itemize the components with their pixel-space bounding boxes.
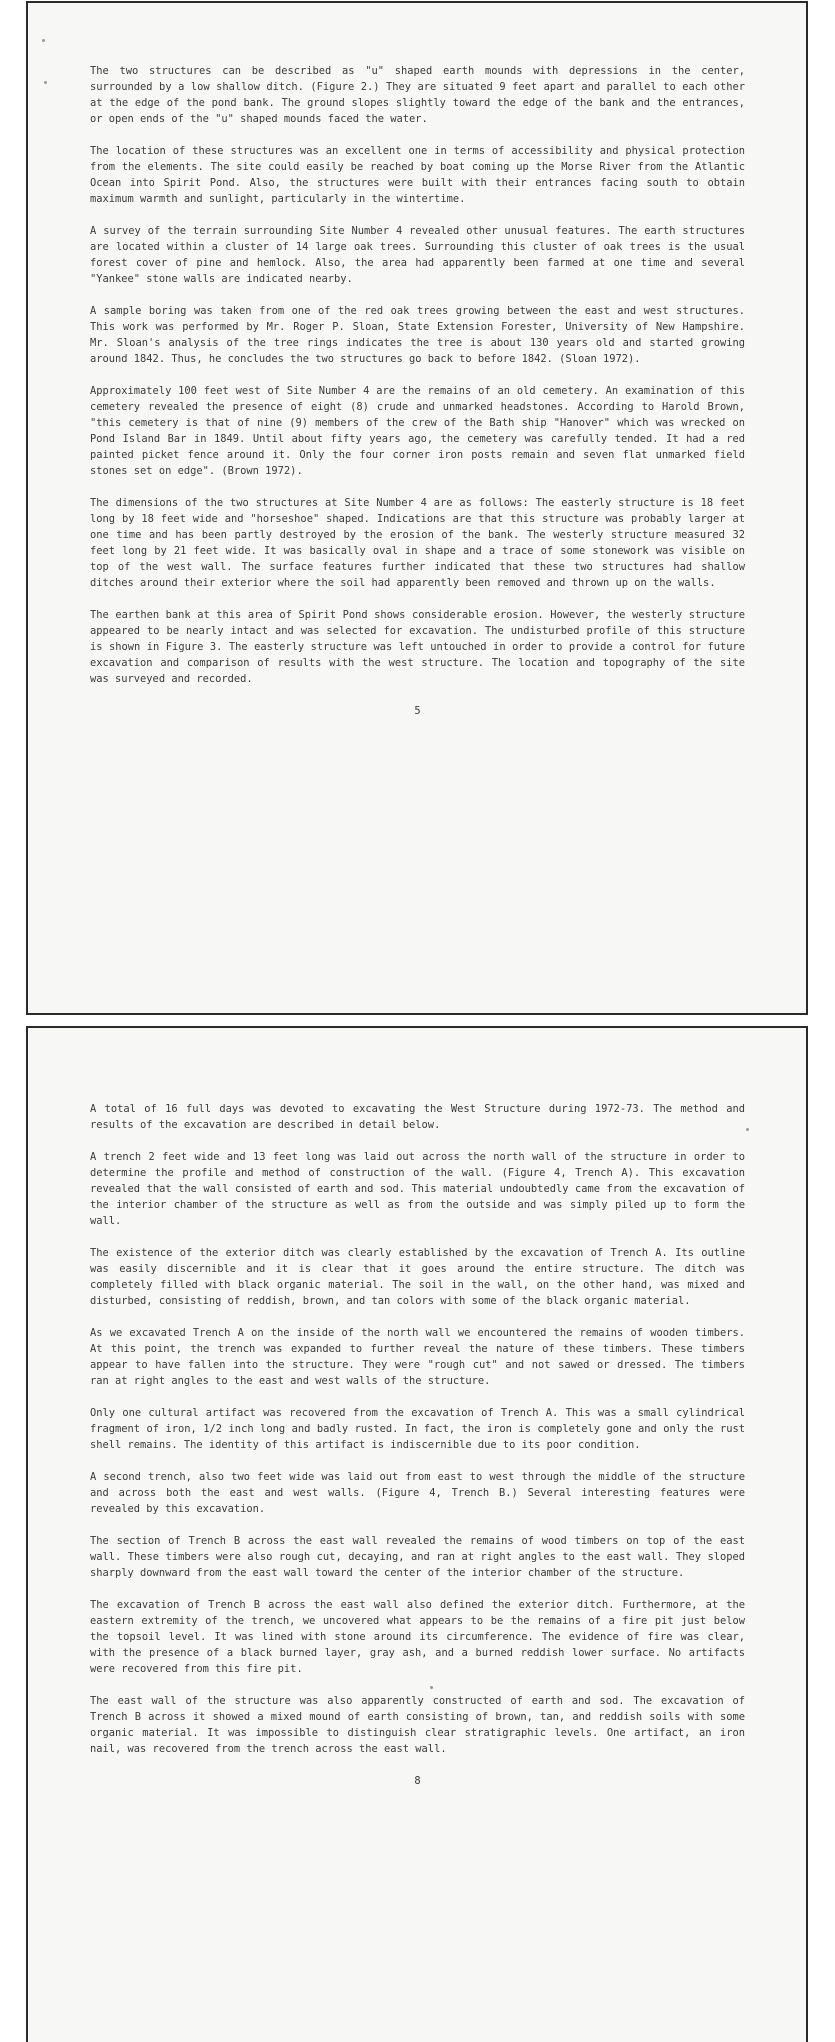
paragraph: A sample boring was taken from one of the red oak trees growing between the east and west structures. This work was performed by Mr. Roger P. Sloan, State Extension Forester, University of New Hampshire. Mr. Sloan's analysis of the tree rings indicates the tree is about 130 years old and started growing around 1842. Thus, he concludes the two structures go back to before 1842. (Sloan 1972).: [90, 305, 745, 365]
paragraph: The location of these structures was an excellent one in terms of accessibility and physical protection from the elements. The site could easily be reached by boat coming up the Morse River from the Atlantic Ocean into Spirit Pond. Also, the structures were built with their entrances facing south to obtain maximum warmth and sunlight, particularly in the wintertime.: [90, 145, 745, 205]
paragraph: As we excavated Trench A on the inside of the north wall we encountered the remains of wooden timbers. At this point, the trench was expanded to further reveal the nature of these timbers. These timbers appear to have fallen into the structure. They were "rough cut" and not sawed or dressed. The timbers ran at right angles to the east and west walls of the structure.: [90, 1327, 745, 1387]
paragraph: A second trench, also two feet wide was laid out from east to west through the middle of the structure and across both the east and west walls. (Figure 4, Trench B.) Several interesting features were revealed by this excavation.: [90, 1471, 745, 1515]
paper-speck: [746, 1128, 749, 1131]
paper-speck: [42, 39, 45, 42]
page-5-body: [90, 63, 745, 719]
document-page-5: [26, 1, 808, 1015]
paragraph: A total of 16 full days was devoted to excavating the West Structure during 1972-73. The method and results of the excavation are described in detail below.: [90, 1103, 745, 1131]
page-number: 8: [414, 1775, 421, 1787]
paragraph: Approximately 100 feet west of Site Number 4 are the remains of an old cemetery. An examination of this cemetery revealed the presence of eight (8) crude and unmarked headstones. According to Harold Brown, "this cemetery is that of nine (9) members of the crew of the Bath ship "Hanover" which was wrecked on Pond Island Bar in 1849. Until about fifty years ago, the cemetery was carefully tended. It had a red painted picket fence around it. Only the four corner iron posts remain and seven flat unmarked field stones set on edge". (Brown 1972).: [90, 385, 745, 477]
paragraph: The dimensions of the two structures at Site Number 4 are as follows: The easterly structure is 18 feet long by 18 feet wide and "horseshoe" shaped. Indications are that this structure was probably larger at one time and has been partly destroyed by the erosion of the bank. The westerly structure measured 32 feet long by 21 feet wide. It was basically oval in shape and a trace of some stonework was visible on top of the west wall. The surface features further indicated that these two structures had shallow ditches around their exterior where the soil had apparently been removed and thrown up on the walls.: [90, 497, 745, 589]
paragraph: Only one cultural artifact was recovered from the excavation of Trench A. This was a small cylindrical fragment of iron, 1/2 inch long and badly rusted. In fact, the iron is completely gone and only the rust shell remains. The identity of this artifact is indiscernible due to its poor condition.: [90, 1407, 745, 1451]
paragraph: The east wall of the structure was also apparently constructed of earth and sod. The excavation of Trench B across it showed a mixed mound of earth consisting of brown, tan, and reddish soils with some organic material. It was impossible to distinguish clear stratigraphic levels. One artifact, an iron nail, was recovered from the trench across the east wall.: [90, 1695, 745, 1755]
paragraph: The section of Trench B across the east wall revealed the remains of wood timbers on top of the east wall. These timbers were also rough cut, decaying, and ran at right angles to the east wall. They sloped sharply downward from the east wall toward the center of the interior chamber of the structure.: [90, 1535, 745, 1579]
paragraph: The existence of the exterior ditch was clearly established by the excavation of Trench A. Its outline was easily discernible and it is clear that it goes around the entire structure. The ditch was completely filled with black organic material. The soil in the wall, on the other hand, was mixed and disturbed, consisting of reddish, brown, and tan colors with some of the black organic material.: [90, 1247, 745, 1307]
page-number: 5: [414, 705, 421, 717]
paragraph: The excavation of Trench B across the east wall also defined the exterior ditch. Furthermore, at the eastern extremity of the trench, we uncovered what appears to be the remains of a fire pit just below the topsoil level. It was lined with stone around its circumference. The evidence of fire was clear, with the presence of a black burned layer, gray ash, and a burned reddish lower surface. No artifacts were recovered from this fire pit.: [90, 1599, 745, 1675]
paragraph: A trench 2 feet wide and 13 feet long was laid out across the north wall of the structure in order to determine the profile and method of construction of the wall. (Figure 4, Trench A). This excavation revealed that the wall consisted of earth and sod. This material undoubtedly came from the excavation of the interior chamber of the structure as well as from the outside and was simply piled up to form the wall.: [90, 1151, 745, 1227]
paragraph: The two structures can be described as "u" shaped earth mounds with depressions in the center, surrounded by a low shallow ditch. (Figure 2.) They are situated 9 feet apart and parallel to each other at the edge of the pond bank. The ground slopes slightly toward the edge of the bank and the entrances, or open ends of the "u" shaped mounds faced the water.: [90, 65, 745, 125]
page-8-body: [90, 1101, 745, 1789]
document-page-8: [26, 1026, 808, 2042]
paper-speck: [44, 81, 47, 84]
paragraph: The earthen bank at this area of Spirit Pond shows considerable erosion. However, the westerly structure appeared to be nearly intact and was selected for excavation. The undisturbed profile of this structure is shown in Figure 3. The easterly structure was left untouched in order to provide a control for future excavation and comparison of results with the west structure. The location and topography of the site was surveyed and recorded.: [90, 609, 745, 685]
paragraph: A survey of the terrain surrounding Site Number 4 revealed other unusual features. The earth structures are located within a cluster of 14 large oak trees. Surrounding this cluster of oak trees is the usual forest cover of pine and hemlock. Also, the area had apparently been farmed at one time and several "Yankee" stone walls are indicated nearby.: [90, 225, 745, 285]
